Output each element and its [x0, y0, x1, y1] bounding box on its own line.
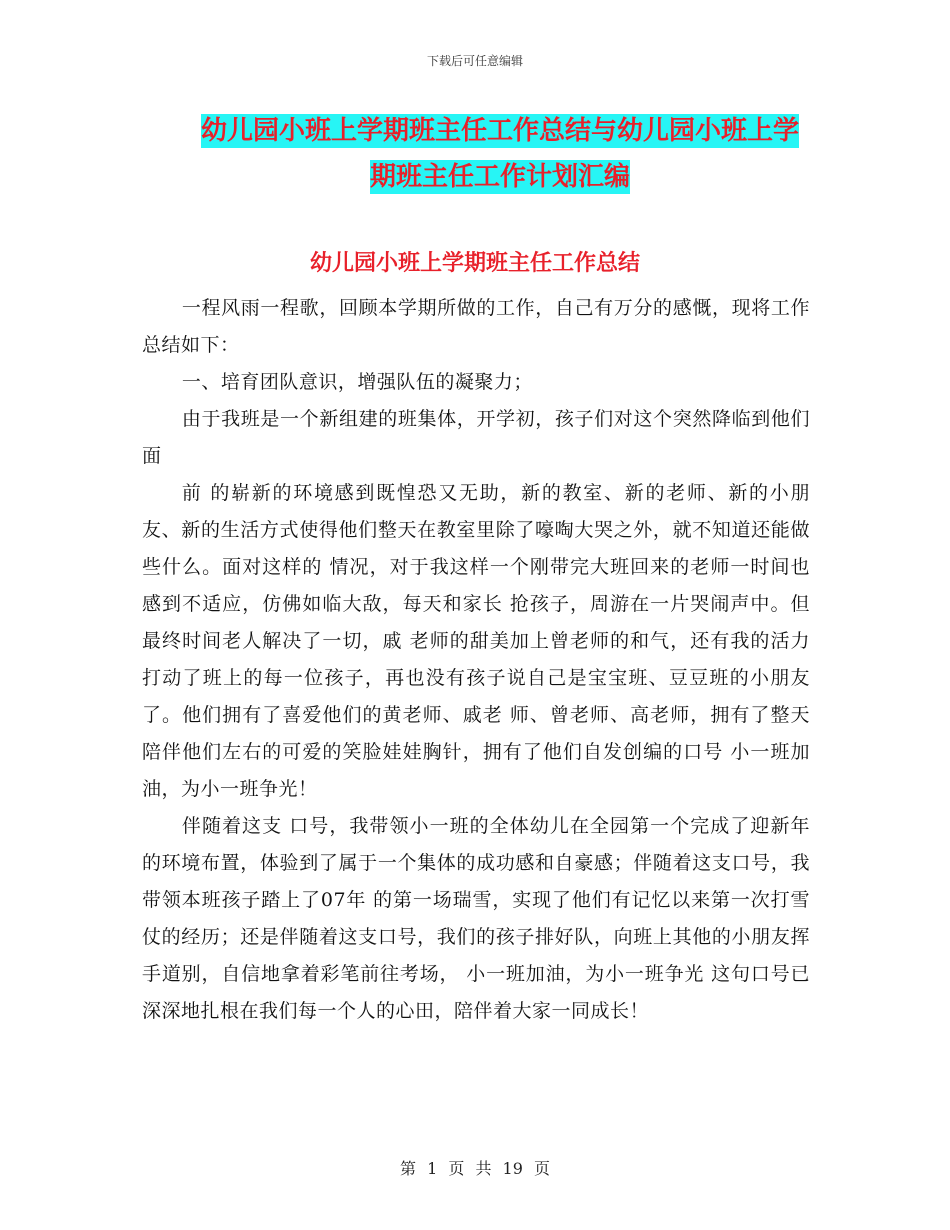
document-body — [142, 290, 810, 1030]
document-title-line-2: 期班主任工作计划汇编 — [369, 162, 630, 192]
paragraph-heading-1: 一、培育团队意识，增强队伍的凝聚力； — [181, 371, 533, 393]
paragraph-2: 由于我班是一个新组建的班集体，开学初，孩子们对这个突然降临到他们面 — [142, 408, 810, 467]
section-title: 幼儿园小班上学期班主任工作总结 — [309, 251, 640, 276]
document-title-line-1: 幼儿园小班上学期班主任工作总结与幼儿园小班上学 — [200, 116, 799, 146]
paragraph-intro: 一程风雨一程歌，回顾本学期所做的工作，自己有万分的感慨，现将工作总结如下： — [142, 297, 810, 356]
paragraph-4: 伴随着这支 口号，我带领小一班的全体幼儿在全园第一个完成了迎新年的环境布置，体验到了属于一个集体的成功感和自豪感；伴随着这支口号，我带领本班孩子踏上了07年 的第一场瑞雪，实现了他们有记忆以来第一次打雪仗的经历；还是伴随着这支口号，我们的孩子排好队，向班上其他的小朋友挥手道别，自信地拿着彩笔前往考场， 小一班加油，为小一班争光 这句口号已深深地扎根在我们每一个人的心田，陪伴着大家一同成长！ — [142, 815, 810, 1022]
document-title — [150, 108, 850, 200]
paragraph-3: 前 的崭新的环境感到既惶恐又无助，新的教室、新的老师、新的小朋友、新的生活方式使得他们整天在教室里除了嚎啕大哭之外，就不知道还能做些什么。面对这样的 情况，对于我这样一个刚带完大班回来的老师一时间也感到不适应，仿佛如临大敌，每天和家长 抢孩子，周游在一片哭闹声中。但最终时间老人解决了一切，戚 老师的甜美加上曾老师的和气，还有我的活力打动了班上的每一位孩子，再也没有孩子说自己是宝宝班、豆豆班的小朋友了。他们拥有了喜爱他们的黄老师、戚老 师、曾老师、高老师，拥有了整天陪伴他们左右的可爱的笑脸娃娃胸针，拥有了他们自发创编的口号 小一班加油，为小一班争光！ — [142, 482, 810, 800]
page-number-footer: 第 1 页 共 19 页 — [400, 1159, 550, 1178]
page-header-note: 下载后可任意编辑 — [426, 54, 523, 68]
